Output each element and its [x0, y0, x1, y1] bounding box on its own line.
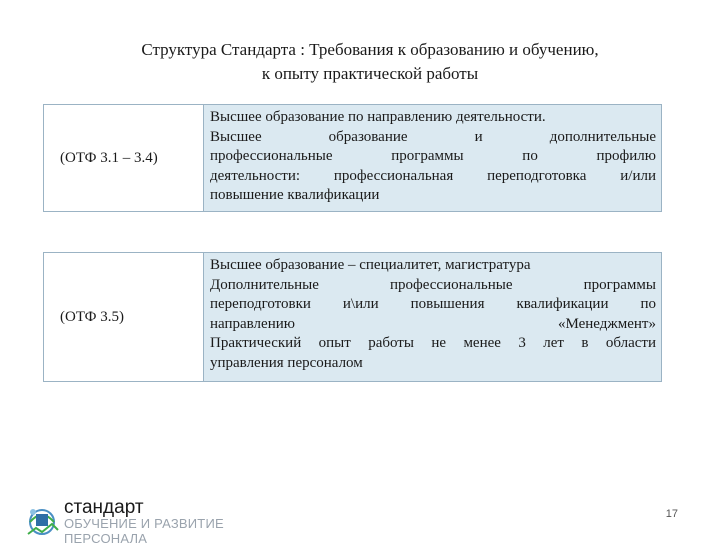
description-line: Практический опыт работы не менее 3 лет в области	[210, 335, 656, 352]
description-line: Высшее образование по направлению деятельности.	[210, 109, 546, 125]
description-line: направлению «Менеджмент»	[210, 315, 656, 332]
page-number: 17	[665, 508, 678, 520]
description-line: Дополнительные профессиональные программы	[210, 276, 656, 293]
slide-title-line-1: Структура Стандарта : Требования к образованию и обучению,	[141, 40, 599, 59]
brand-subtitle-line-1: ОБУЧЕНИЕ И РАЗВИТИЕ	[64, 516, 224, 531]
slide-footer	[0, 496, 720, 546]
description-line: Высшее образование и дополнительные	[210, 128, 656, 145]
slide-title-line-2: к опыту практической работы	[261, 64, 479, 83]
description-line: повышение квалификации	[210, 187, 380, 204]
slide-title	[70, 38, 670, 86]
brand-subtitle	[64, 516, 224, 546]
function-code-cell: (ОТФ 3.1 – 3.4)	[43, 104, 204, 212]
brand-subtitle-line-2: ПЕРСОНАЛА	[64, 531, 148, 546]
description-line: профессиональные программы по профилю	[210, 148, 656, 165]
requirements-row-otf-3-5	[43, 252, 663, 382]
function-code-cell: (ОТФ 3.5)	[43, 252, 204, 382]
requirements-row-otf-3-1-3-4	[43, 104, 663, 212]
standard-logo-icon	[22, 500, 62, 540]
description-line: Высшее образование – специалитет, магистратура	[210, 257, 531, 273]
description-line: управления персоналом	[210, 354, 363, 371]
description-line: переподготовки и\или повышения квалификации по	[210, 296, 656, 313]
requirements-description-cell	[204, 104, 662, 212]
brand-name: стандарт	[64, 497, 144, 518]
requirements-description-cell	[204, 252, 662, 382]
description-line: деятельности: профессиональная переподготовка и/или	[210, 167, 656, 184]
